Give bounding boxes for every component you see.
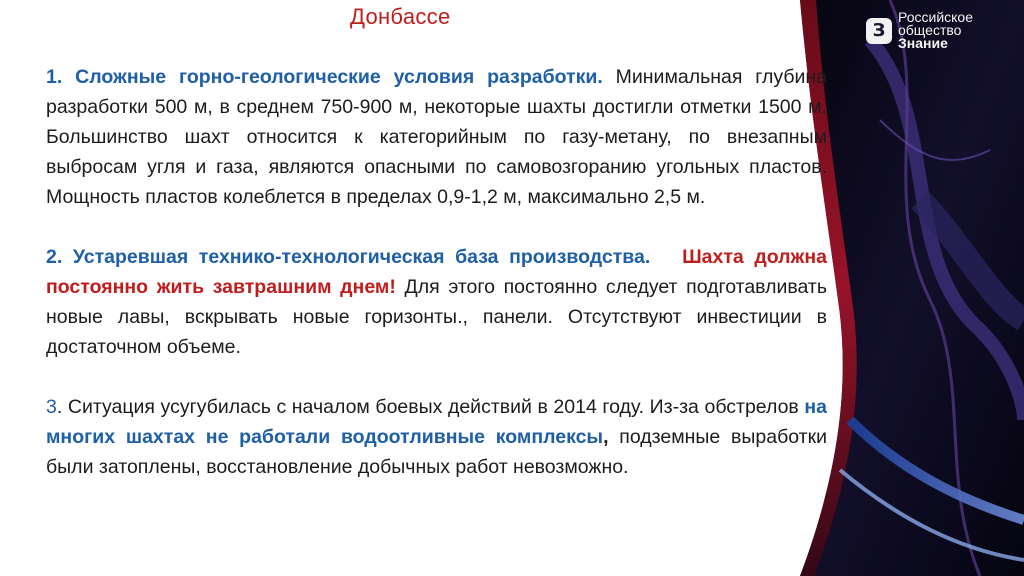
logo-line-1: Российское <box>898 9 974 25</box>
paragraph-2 <box>46 242 827 362</box>
paragraph-2-text: Для этого постоянно следует подготавливать новые лавы, вскрывать новые горизонты., панели. Отсутствуют инвестиции в достаточном объеме. <box>46 276 827 358</box>
paragraph-3 <box>46 392 827 482</box>
paragraph-3-text-after: подземные выработки были затоплены, восстановление добычных работ невозможно. <box>46 426 828 478</box>
paragraph-3-text-before: . Ситуация усугубилась с началом боевых действий в 2014 году. Из-за обстрелов <box>56 396 805 418</box>
paragraph-1-text: Минимальная глубина разработки 500 м, в среднем 750-900 м, некоторые шахты достигли отметки 1500 м. Большинство шахт относится к категорийным по газу-метану, по внезапным выбросам угля и газа, являются опасными по самовозгоранию угольных пластов. Мощность пластов колеблется в пределах 0,9-1,2 м, максимально 2,5 м. <box>46 66 827 208</box>
slide-title: Донбассе <box>350 4 451 29</box>
slide-body <box>46 62 827 512</box>
paragraph-2-highlight: Шахта должна постоянно жить завтрашним днем! <box>46 246 827 298</box>
paragraph-3-comma: , <box>603 426 609 448</box>
paragraph-1-heading: 1. Сложные горно-геологические условия разработки. <box>46 66 603 88</box>
paragraph-3-number: 3 <box>46 396 57 418</box>
logo-mark-icon <box>866 18 892 44</box>
paragraph-3-highlight: на многих шахтах не работали водоотливные комплексы <box>46 396 827 448</box>
paragraph-2-heading: 2. Устаревшая технико-технологическая база производства. <box>46 246 651 268</box>
logo-mark-letter: З <box>872 19 886 41</box>
russian-society-znanie-logo <box>866 11 973 50</box>
logo-line-2: общество <box>898 22 962 38</box>
paragraph-1 <box>46 62 827 212</box>
logo-text <box>898 11 973 50</box>
logo-line-3: Знание <box>898 35 948 51</box>
